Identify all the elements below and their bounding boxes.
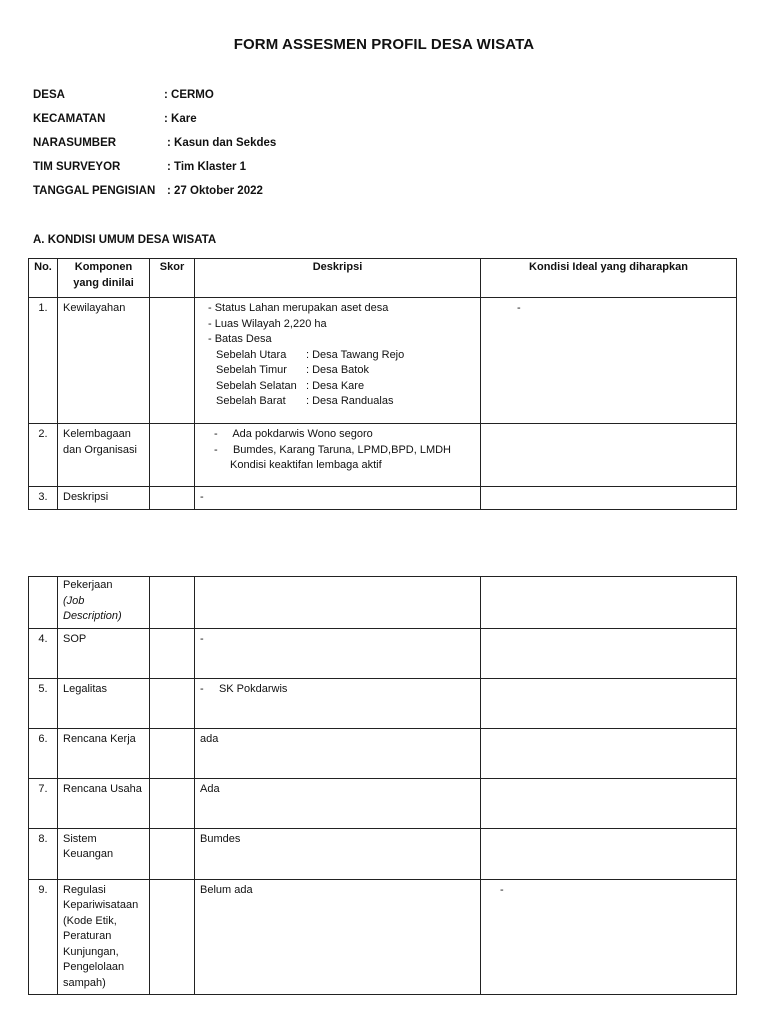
row-number: 4. bbox=[29, 628, 58, 678]
table-row bbox=[29, 678, 737, 728]
row-skor bbox=[150, 577, 195, 629]
row-kondisi bbox=[481, 487, 737, 510]
komponen-line: sampah) bbox=[63, 976, 106, 989]
row-kondisi bbox=[481, 298, 737, 424]
komponen-line: (Kode Etik, bbox=[63, 914, 117, 927]
batas-line bbox=[200, 363, 475, 379]
row-skor bbox=[150, 678, 195, 728]
row-number: 1. bbox=[29, 298, 58, 424]
row-komponen: Legalitas bbox=[58, 678, 150, 728]
row-kondisi bbox=[481, 728, 737, 778]
info-label: KECAMATAN bbox=[33, 113, 106, 125]
info-value: : Kasun dan Sekdes bbox=[167, 137, 277, 149]
row-komponen: Rencana Usaha bbox=[58, 778, 150, 828]
kondisi-text: - bbox=[517, 302, 521, 314]
info-label: NARASUMBER bbox=[33, 137, 117, 149]
row-deskripsi: Bumdes bbox=[195, 828, 481, 879]
row-deskripsi: Ada bbox=[195, 778, 481, 828]
table-row bbox=[29, 778, 737, 828]
desc-line: - Ada pokdarwis Wono segoro bbox=[214, 428, 373, 440]
info-label: TANGGAL PENGISIAN bbox=[33, 185, 156, 197]
row-komponen bbox=[58, 828, 150, 879]
row-komponen: Kewilayahan bbox=[58, 298, 150, 424]
komponen-line: Kepariwisataan bbox=[63, 899, 139, 911]
batas-direction: Sebelah Utara bbox=[216, 348, 287, 361]
info-value: : Tim Klaster 1 bbox=[167, 161, 247, 173]
row-skor bbox=[150, 298, 195, 424]
table-row bbox=[29, 487, 737, 510]
batas-direction: Sebelah Selatan bbox=[216, 379, 297, 392]
komponen-line: dan Organisasi bbox=[63, 443, 137, 456]
section-a-title: A. KONDISI UMUM DESA WISATA bbox=[33, 234, 217, 246]
komponen-line: Kunjungan, bbox=[63, 945, 119, 958]
batas-line bbox=[200, 379, 475, 395]
row-deskripsi bbox=[195, 298, 481, 424]
header-deskripsi: Deskripsi bbox=[195, 259, 481, 298]
desc-line: - SK Pokdarwis bbox=[200, 682, 288, 695]
row-deskripsi: - bbox=[195, 628, 481, 678]
batas-value: : Desa Randualas bbox=[306, 395, 394, 407]
table-row bbox=[29, 628, 737, 678]
header-skor: Skor bbox=[150, 259, 195, 298]
row-skor bbox=[150, 778, 195, 828]
row-kondisi bbox=[481, 577, 737, 629]
komponen-line: (Job bbox=[63, 594, 85, 607]
header-komponen-line2: yang dinilai bbox=[73, 276, 134, 289]
desc-line: - Luas Wilayah 2,220 ha bbox=[208, 317, 327, 330]
info-value: : 27 Oktober 2022 bbox=[167, 185, 263, 197]
header-komponen-line1: Komponen bbox=[74, 261, 133, 273]
row-kondisi bbox=[481, 828, 737, 879]
row-skor bbox=[150, 728, 195, 778]
komponen-line: Pekerjaan bbox=[63, 579, 113, 591]
desc-line: - Status Lahan merupakan aset desa bbox=[208, 302, 389, 314]
table-row bbox=[29, 879, 737, 995]
row-number: 7. bbox=[29, 778, 58, 828]
row-skor bbox=[150, 628, 195, 678]
row-number: 8. bbox=[29, 828, 58, 879]
info-value: : Kare bbox=[164, 113, 197, 125]
row-kondisi bbox=[481, 424, 737, 487]
table-row bbox=[29, 828, 737, 879]
table-row bbox=[29, 424, 737, 487]
table-row bbox=[29, 577, 737, 629]
row-number bbox=[29, 577, 58, 629]
komponen-line: Sistem bbox=[63, 832, 97, 845]
batas-value: : Desa Kare bbox=[306, 379, 365, 392]
desc-line: - Batas Desa bbox=[208, 333, 272, 345]
info-value: : CERMO bbox=[164, 89, 214, 101]
row-kondisi bbox=[481, 879, 737, 995]
batas-value: : Desa Batok bbox=[306, 364, 369, 376]
table-header-row bbox=[29, 259, 737, 298]
row-komponen bbox=[58, 424, 150, 487]
desc-line: Kondisi keaktifan lembaga aktif bbox=[230, 459, 382, 471]
header-no: No. bbox=[29, 259, 58, 298]
batas-line bbox=[200, 394, 475, 410]
batas-direction: Sebelah Barat bbox=[216, 395, 286, 407]
row-komponen: Rencana Kerja bbox=[58, 728, 150, 778]
batas-value: : Desa Tawang Rejo bbox=[306, 348, 405, 361]
row-kondisi bbox=[481, 628, 737, 678]
row-number: 6. bbox=[29, 728, 58, 778]
row-deskripsi bbox=[195, 678, 481, 728]
row-number: 2. bbox=[29, 424, 58, 487]
row-deskripsi: Belum ada bbox=[195, 879, 481, 995]
row-skor bbox=[150, 424, 195, 487]
row-komponen: SOP bbox=[58, 628, 150, 678]
komponen-line: Pengelolaan bbox=[63, 961, 125, 973]
header-kondisi: Kondisi Ideal yang diharapkan bbox=[481, 259, 737, 298]
header-komponen bbox=[58, 259, 150, 298]
assessment-table-1 bbox=[28, 258, 737, 510]
row-skor bbox=[150, 828, 195, 879]
row-deskripsi: - bbox=[195, 487, 481, 510]
row-komponen bbox=[58, 577, 150, 629]
batas-line bbox=[200, 348, 475, 364]
desc-line: - Bumdes, Karang Taruna, LPMD,BPD, LMDH bbox=[214, 443, 451, 456]
row-skor bbox=[150, 879, 195, 995]
document-title: FORM ASSESMEN PROFIL DESA WISATA bbox=[233, 36, 535, 53]
row-komponen: Deskripsi bbox=[58, 487, 150, 510]
kondisi-text: - bbox=[500, 883, 504, 896]
assessment-table-2 bbox=[28, 576, 737, 995]
row-deskripsi: ada bbox=[195, 728, 481, 778]
komponen-line: Kelembagaan bbox=[63, 428, 131, 440]
row-komponen bbox=[58, 879, 150, 995]
table-row bbox=[29, 728, 737, 778]
komponen-line: Keuangan bbox=[63, 848, 114, 860]
info-label: TIM SURVEYOR bbox=[33, 161, 121, 173]
komponen-line: Regulasi bbox=[63, 883, 106, 896]
row-skor bbox=[150, 487, 195, 510]
row-deskripsi bbox=[195, 577, 481, 629]
row-kondisi bbox=[481, 778, 737, 828]
row-number: 3. bbox=[29, 487, 58, 510]
table-row bbox=[29, 298, 737, 424]
row-deskripsi bbox=[195, 424, 481, 487]
komponen-line: Peraturan bbox=[63, 930, 112, 942]
row-kondisi bbox=[481, 678, 737, 728]
batas-direction: Sebelah Timur bbox=[216, 364, 287, 376]
row-number: 5. bbox=[29, 678, 58, 728]
info-label: DESA bbox=[33, 89, 65, 101]
komponen-line: Description) bbox=[63, 610, 122, 622]
row-number: 9. bbox=[29, 879, 58, 995]
